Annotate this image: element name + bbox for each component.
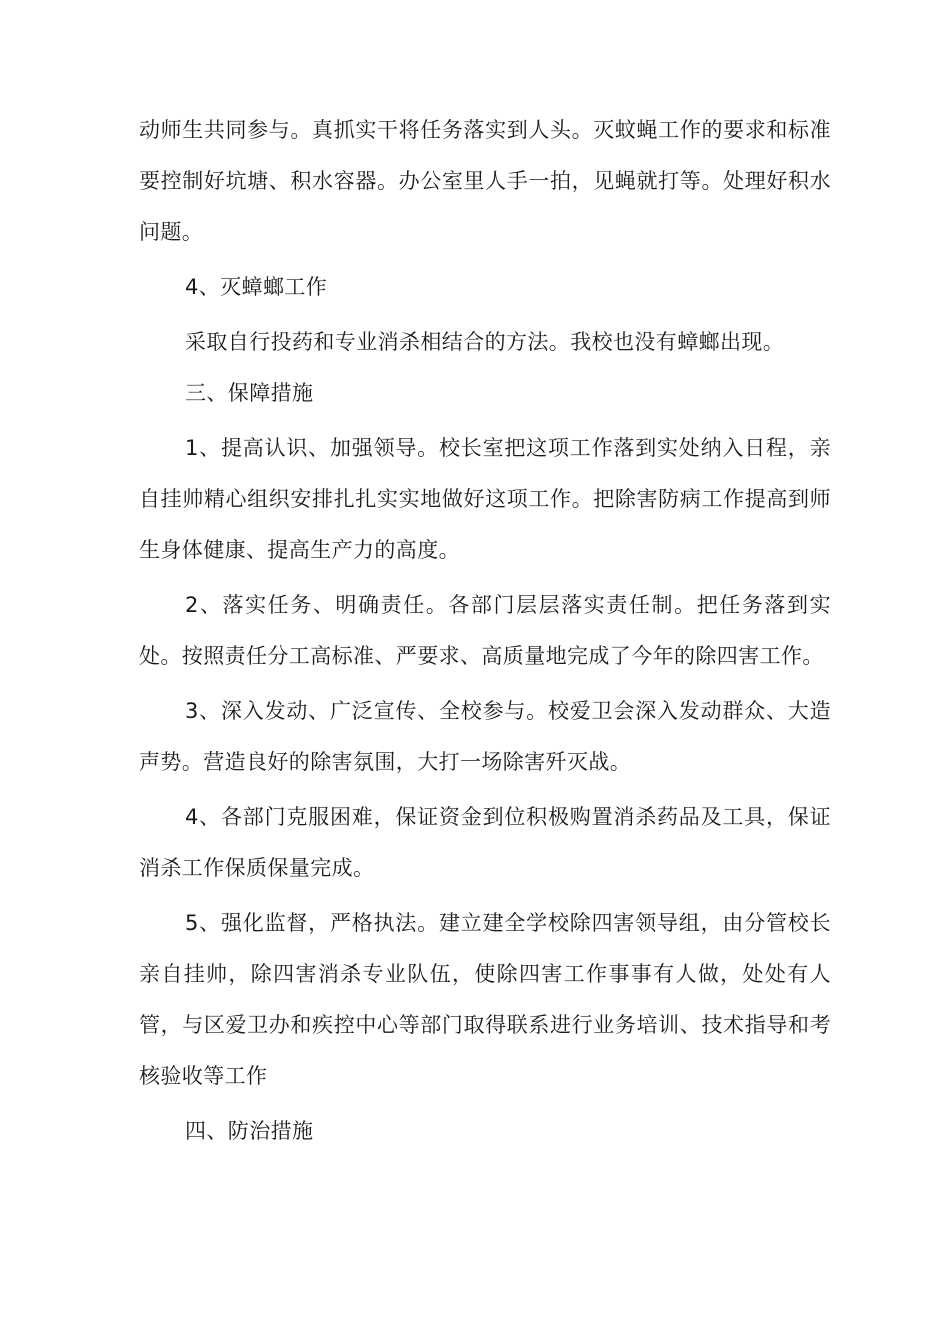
subheading-cockroach-control: 4、灭蟑螂工作 bbox=[185, 275, 328, 299]
paragraph-safeguard-3: 3、深入发动、广泛宣传、全校参与。校爱卫会深入发动群众、大造声势。营造良好的除害氛围，大打一场除害歼灭战。 bbox=[139, 699, 831, 774]
section-heading-prevention: 四、防治措施 bbox=[185, 1119, 314, 1143]
paragraph-continuation: 动师生共同参与。真抓实干将任务落实到人头。灭蚊蝇工作的要求和标准要控制好坑塘、积水容器。办公室里人手一拍，见蝇就打等。处理好积水问题。 bbox=[139, 118, 831, 244]
paragraph-safeguard-5: 5、强化监督，严格执法。建立建全学校除四害领导组，由分管校长亲自挂帅，除四害消杀专业队伍，使除四害工作事事有人做，处处有人管，与区爱卫办和疾控中心等部门取得联系进行业务培训、技术指导和考核验收等工作 bbox=[139, 911, 831, 1088]
paragraph-safeguard-1: 1、提高认识、加强领导。校长室把这项工作落到实处纳入日程，亲自挂帅精心组织安排扎扎实实地做好这项工作。把除害防病工作提高到师生身体健康、提高生产力的高度。 bbox=[139, 436, 831, 562]
section-heading-safeguards: 三、保障措施 bbox=[185, 381, 314, 405]
paragraph-safeguard-2: 2、落实任务、明确责任。各部门层层落实责任制。把任务落到实处。按照责任分工高标准、严要求、高质量地完成了今年的除四害工作。 bbox=[139, 593, 831, 668]
document-body bbox=[139, 105, 831, 1157]
paragraph-safeguard-4: 4、各部门克服困难，保证资金到位积极购置消杀药品及工具，保证消杀工作保质保量完成。 bbox=[139, 805, 831, 880]
paragraph-cockroach-method: 采取自行投药和专业消杀相结合的方法。我校也没有蟑螂出现。 bbox=[185, 330, 785, 354]
